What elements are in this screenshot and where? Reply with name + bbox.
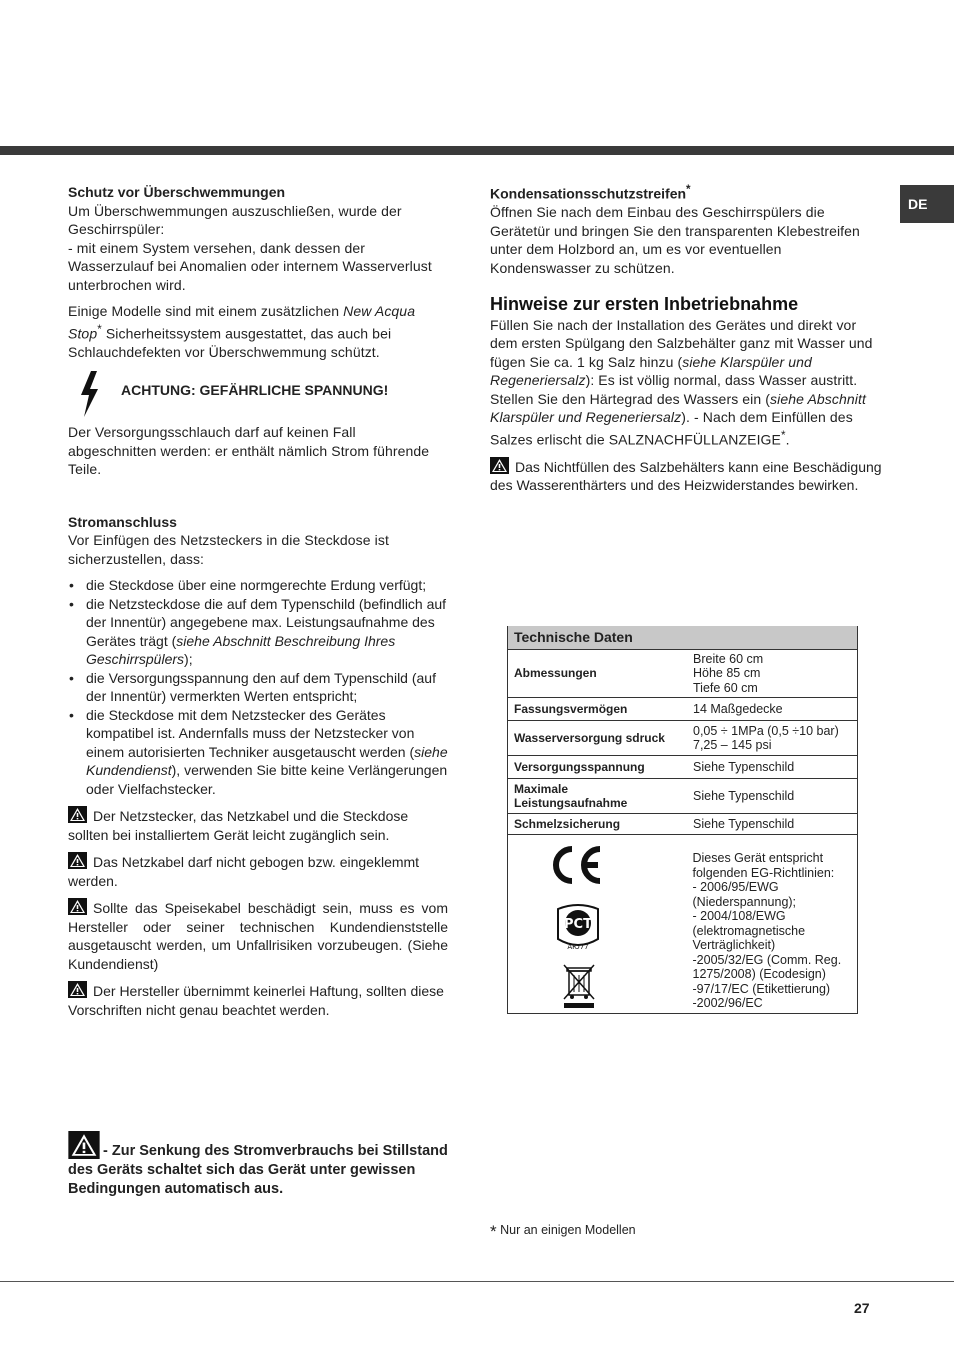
footnote: * Nur an einigen Modellen <box>490 1222 636 1241</box>
flood-p2: - mit einem System versehen, dank dessen der Wasserzulauf bei Anomalien oder internem Wasserverlust unterbrochen wird. <box>68 239 432 293</box>
table-header-title: Technische Daten <box>508 626 687 649</box>
language-tab: DE <box>900 185 954 223</box>
energy-note: - Zur Senkung des Stromverbrauchs bei Stillstand des Geräts schaltet sich das Gerät unter gewissen Bedingungen automatisch aus. <box>68 1131 448 1199</box>
pct-mark-icon <box>554 903 602 955</box>
ce-mark-icon <box>548 845 604 885</box>
table-header <box>508 626 858 649</box>
warning-3: Sollte das Speisekabel beschädigt sein, muss es vom Hersteller oder seiner technischen Kundendienststelle ausgetauscht werden, um Unfallrisiken vorzubeugen. (Siehe Kundendienst) <box>68 900 448 972</box>
top-bar <box>0 146 954 155</box>
hints-title: Hinweise zur ersten Inbetriebnahme <box>490 294 799 315</box>
table-row: Schmelzsicherung Siehe Typenschild <box>508 814 858 835</box>
salt-warning: Das Nichtfüllen des Salzbehälters kann eine Beschädigung des Wasserenthärters und des Heizwiderstandes bewirken. <box>490 458 882 494</box>
weee-bin-icon <box>562 963 596 1009</box>
tech-data-table <box>507 626 858 1014</box>
left-column <box>68 183 448 1019</box>
power-intro: Vor Einfügen des Netzsteckers in die Steckdose ist sicherzustellen, dass: <box>68 532 389 567</box>
hints-text: Füllen Sie nach der Installation des Gerätes und direkt vor dem ersten Spülgang den Salzbehälter ganz mit Wasser und fügen Sie ca. 1 kg Salz hinzu (siehe Klarspüler und Regeneriersalz): Es ist völlig normal, dass Wasser austritt. Stellen Sie den Härtegrad des Wassers ein (siehe Abschnitt Klarspüler und Regeneriersalz). - Nach dem Einfüllen des Salzes erlischt die SALZNACHFÜLLANZEIGE*. <box>490 316 873 448</box>
bottom-rule <box>0 1281 954 1282</box>
right-column <box>490 181 882 495</box>
warning-icon <box>68 898 87 915</box>
table-row: Fassungsvermögen 14 Maßgedecke <box>508 698 858 721</box>
warning-icon <box>68 806 87 823</box>
danger-text: Der Versorgungsschlauch darf auf keinen Fall abgeschnitten werden: er enthält nämlich Strom führende Teile. <box>68 424 430 478</box>
danger-notice <box>68 371 448 417</box>
flood-p1: Um Überschwemmungen auszuschließen, wurde der Geschirrspüler: <box>68 202 402 237</box>
warning-2: Das Netzkabel darf nicht gebogen bzw. eingeklemmt werden. <box>68 854 420 889</box>
warning-icon <box>68 981 87 998</box>
page-number: 27 <box>854 1300 870 1316</box>
list-item: • die Steckdose mit dem Netzstecker des Gerätes kompatibel ist. Andernfalls muss der Netzstecker von einem autorisierten Techniker ausgetauscht werden (siehe Kundendienst), verwenden Sie bitte keine Verlängerungen oder Vielfachstecker. <box>86 706 448 799</box>
table-row: Maximale Leistungsaufnahme Siehe Typenschild <box>508 779 858 814</box>
table-row: Abmessungen Breite 60 cm Höhe 85 cm Tiefe 60 cm <box>508 649 858 698</box>
svg-text:РСТ: РСТ <box>564 917 592 932</box>
table-row-conformity <box>508 835 858 1014</box>
warning-1: Der Netzstecker, das Netzkabel und die Steckdose sollten bei installiertem Gerät leicht zugänglich sein. <box>68 808 409 843</box>
svg-text:АЮ77: АЮ77 <box>567 943 589 951</box>
danger-label: ACHTUNG: GEFÄHRLICHE SPANNUNG! <box>121 382 389 399</box>
list-item: • die Steckdose über eine normgerechte Erdung verfügt; <box>86 576 448 595</box>
condensation-title: Kondensationsschutzstreifen* <box>490 183 691 202</box>
list-item: • die Versorgungsspannung den auf dem Typenschild (auf der Innentür) vermerkten Werten entspricht; <box>86 669 448 706</box>
lightning-icon <box>78 371 100 417</box>
list-item: • die Netzsteckdose die auf dem Typenschild (befindlich auf der Innentür) angegebene max. Leistungsaufnahme des Gerätes trägt (siehe Abschnitt Beschreibung Ihres Geschirrspülers); <box>86 595 448 669</box>
warning-icon <box>68 1131 100 1159</box>
conformity-text: Dieses Gerät entspricht folgenden EG-Richtlinien: - 2006/95/EWG (Niederspannung); - 2004/108/EWG (elektromagnetische Verträglichkeit) -2005/32/EG (Comm. Reg. 1275/2008) (Ecodesign) -97/17/EC (Etikettierung) -2002/96/EC <box>687 835 858 1014</box>
power-list <box>68 576 448 798</box>
warning-icon <box>68 852 87 869</box>
flood-p3: Einige Modelle sind mit einem zusätzlichen New Acqua Stop* Sicherheitssystem ausgestattet, das auch bei Schlauchdefekten vor Überschwemmung schützt. <box>68 303 416 360</box>
certification-logos <box>514 837 681 1011</box>
warning-4: Der Hersteller übernimmt keinerlei Haftung, sollten diese Vorschriften nicht genau beachtet werden. <box>68 983 444 1018</box>
warning-icon <box>490 457 509 474</box>
flood-title: Schutz vor Überschwemmungen <box>68 184 286 200</box>
table-row: Wasserversorgung sdruck 0,05 ÷ 1MPa (0,5 ÷10 bar) 7,25 – 145 psi <box>508 721 858 756</box>
condensation-text: Öffnen Sie nach dem Einbau des Geschirrspülers die Gerätetür und bringen Sie den transparenten Klebestreifen unter dem Holzbord an, um es vor eventuellen Kondenswasser zu schützen. <box>490 204 860 276</box>
power-title: Stromanschluss <box>68 513 177 530</box>
table-row: Versorgungsspannung Siehe Typenschild <box>508 756 858 779</box>
